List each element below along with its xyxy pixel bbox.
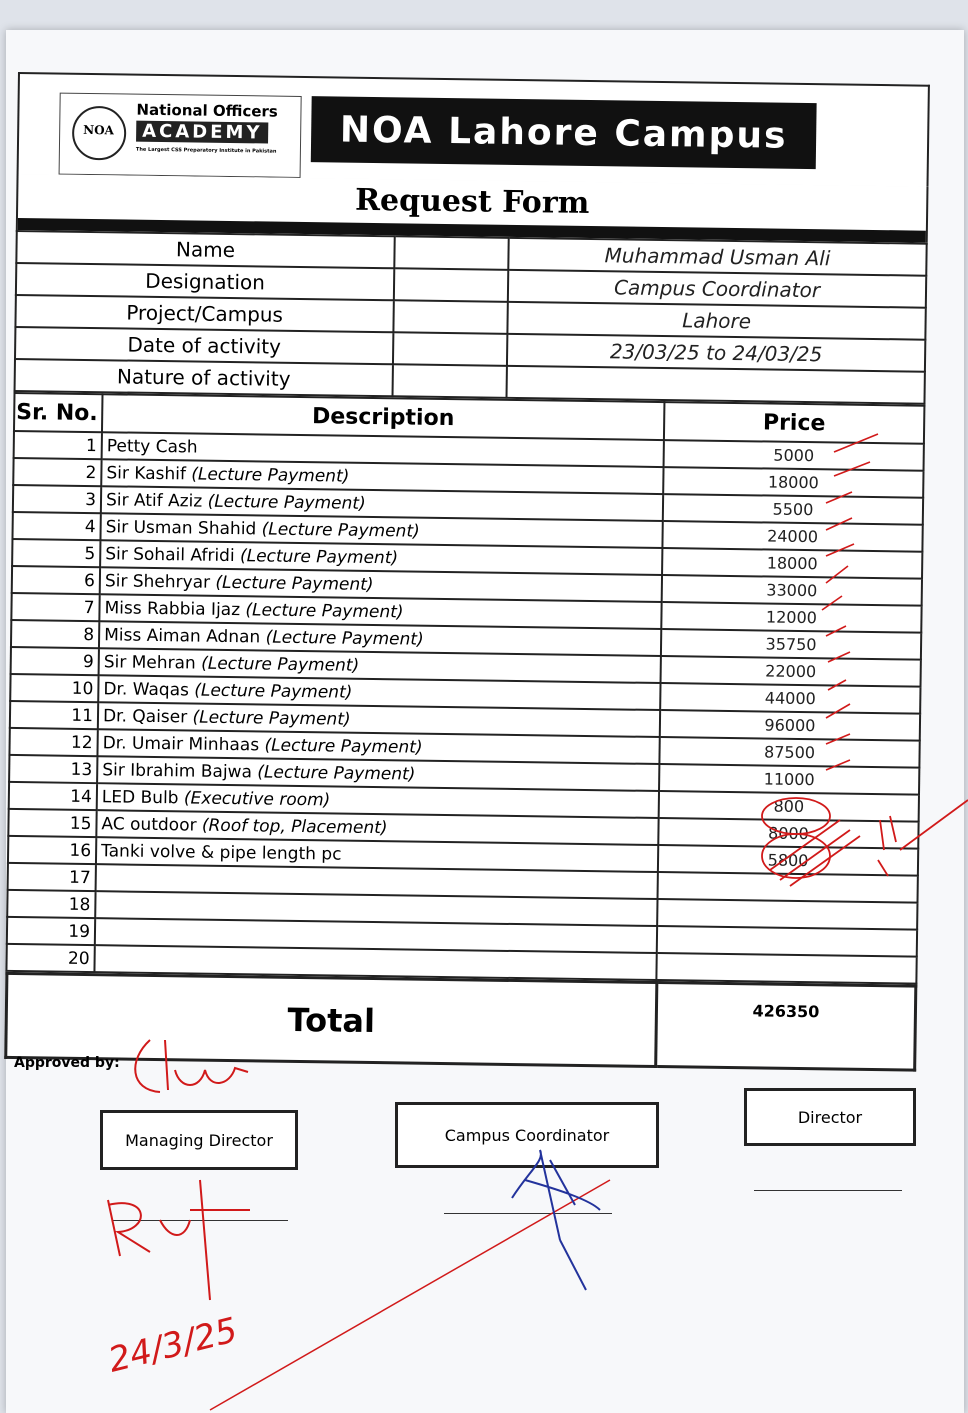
info-value-date: 23/03/25 to 24/03/25: [507, 334, 925, 372]
row-sr: 2: [13, 458, 101, 486]
row-sr: 10: [10, 674, 98, 702]
info-label: Name: [16, 231, 394, 268]
row-price: 12000: [661, 602, 921, 633]
row-sr: 11: [10, 701, 98, 729]
row-note: (Lecture Payment): [207, 491, 366, 514]
row-sr: 19: [7, 917, 95, 945]
logo-tagline: The Largest CSS Preparatory Institute in Pakistan: [135, 146, 277, 155]
handwritten-date: 24/3/25: [104, 1310, 242, 1381]
row-price: 5800: [658, 845, 918, 876]
row-name: Tanki volve & pipe length pc: [100, 840, 342, 865]
row-sr: 9: [11, 647, 99, 675]
row-price: [658, 872, 918, 903]
row-name: Petty Cash: [106, 435, 198, 458]
form-title: Request Form: [354, 182, 590, 221]
logo-top-text: National Officers: [136, 100, 278, 121]
row-sr: 17: [8, 863, 96, 891]
row-note: (Lecture Payment): [201, 653, 360, 676]
row-price: 35750: [661, 629, 921, 660]
row-name: Dr. Umair Minhaas: [102, 732, 260, 755]
md-signature-line: [112, 1220, 288, 1221]
header-description: Description: [102, 394, 664, 440]
row-sr: 16: [8, 836, 96, 864]
row-sr: 8: [11, 620, 99, 648]
row-price: 18000: [662, 548, 922, 579]
total-table: [4, 972, 917, 1072]
row-note: (Lecture Payment): [191, 463, 350, 487]
info-label: Nature of activity: [15, 359, 393, 396]
row-price: 800: [659, 791, 919, 822]
row-name: Dr. Waqas: [103, 678, 190, 700]
row-note: (Executive room): [183, 787, 331, 810]
row-note: (Roof top, Placement): [201, 815, 388, 838]
logo-academy-text: ACADEMY: [136, 121, 269, 144]
info-gap: [394, 236, 508, 270]
director-box: Director: [744, 1088, 916, 1146]
row-price: 33000: [662, 575, 922, 606]
campus-coordinator-box: Campus Coordinator: [395, 1102, 659, 1168]
row-name: Sir Usman Shahid: [105, 516, 257, 539]
director-signature-line: [754, 1190, 902, 1191]
info-value: Muhammad Usman Ali: [508, 238, 926, 276]
row-sr: 4: [12, 512, 100, 540]
info-gap: [394, 268, 508, 302]
row-price: 22000: [661, 656, 921, 687]
row-name: LED Bulb: [101, 786, 179, 808]
row-price: 5500: [663, 494, 923, 525]
header-price: Price: [664, 402, 925, 444]
row-name: Dr. Qaiser: [102, 705, 188, 727]
info-value: Lahore: [507, 302, 925, 340]
info-gap: [393, 364, 507, 398]
row-name: Sir Shehryar: [104, 570, 211, 593]
info-table: [14, 230, 928, 405]
row-price: 96000: [660, 710, 920, 741]
info-gap: [393, 332, 507, 366]
total-label: Total: [6, 973, 657, 1066]
row-name: Sir Atif Aziz: [105, 489, 203, 512]
row-sr: 1: [14, 431, 102, 459]
row-price: 5000: [664, 440, 924, 471]
row-name: Sir Kashif: [106, 462, 187, 484]
row-name: Sir Ibrahim Bajwa: [102, 759, 253, 782]
info-label: Date of activity: [15, 327, 393, 364]
row-sr: 20: [6, 944, 94, 972]
info-gap: [393, 300, 507, 334]
row-price: [657, 899, 917, 930]
academy-logo: [59, 93, 302, 178]
info-label: Designation: [16, 263, 394, 300]
row-note: (Lecture Payment): [192, 707, 351, 730]
row-note: (Lecture Payment): [215, 572, 374, 595]
info-value: [506, 366, 924, 404]
form-header: [17, 72, 930, 187]
row-sr: 18: [7, 890, 95, 918]
row-price: [657, 926, 917, 957]
info-value: Campus Coordinator: [508, 270, 926, 308]
row-sr: 7: [11, 593, 99, 621]
approved-by-label: Approved by:: [14, 1055, 120, 1071]
total-row: [6, 973, 916, 1070]
row-price: 8000: [658, 818, 918, 849]
row-name: Sir Sohail Afridi: [105, 543, 235, 566]
header-sr: Sr. No.: [14, 393, 103, 432]
row-name: Miss Aiman Adnan: [104, 624, 261, 647]
managing-director-box: Managing Director: [100, 1110, 298, 1170]
row-price: 18000: [663, 467, 923, 498]
row-price: [656, 953, 916, 984]
info-label: Project/Campus: [15, 295, 393, 332]
row-note: (Lecture Payment): [265, 627, 424, 650]
campus-title: NOA Lahore Campus: [311, 96, 817, 169]
row-sr: 15: [8, 809, 96, 837]
cc-signature-line: [444, 1213, 612, 1214]
row-sr: 12: [9, 728, 97, 756]
row-price: 11000: [659, 764, 919, 795]
row-note: (Lecture Payment): [194, 680, 353, 703]
row-price: 87500: [659, 737, 919, 768]
row-name: Miss Rabbia Ijaz: [104, 597, 241, 620]
row-note: (Lecture Payment): [245, 599, 404, 622]
row-price: 24000: [662, 521, 922, 552]
logo-emblem-icon: NOA: [72, 106, 127, 161]
row-note: (Lecture Payment): [261, 518, 420, 542]
row-sr: 3: [13, 485, 101, 513]
row-price: 44000: [660, 683, 920, 714]
row-sr: 6: [12, 566, 100, 594]
items-body: [6, 431, 923, 984]
row-note: (Lecture Payment): [264, 735, 423, 758]
row-note: (Lecture Payment): [257, 761, 416, 785]
row-sr: 13: [9, 755, 97, 783]
row-name: AC outdoor: [101, 813, 197, 836]
row-sr: 14: [9, 782, 97, 810]
row-name: Sir Mehran: [103, 651, 196, 674]
row-sr: 5: [12, 539, 100, 567]
row-note: (Lecture Payment): [239, 545, 399, 568]
request-form: [4, 72, 930, 1072]
items-table: [5, 392, 925, 985]
total-value: 426350: [656, 983, 916, 1071]
